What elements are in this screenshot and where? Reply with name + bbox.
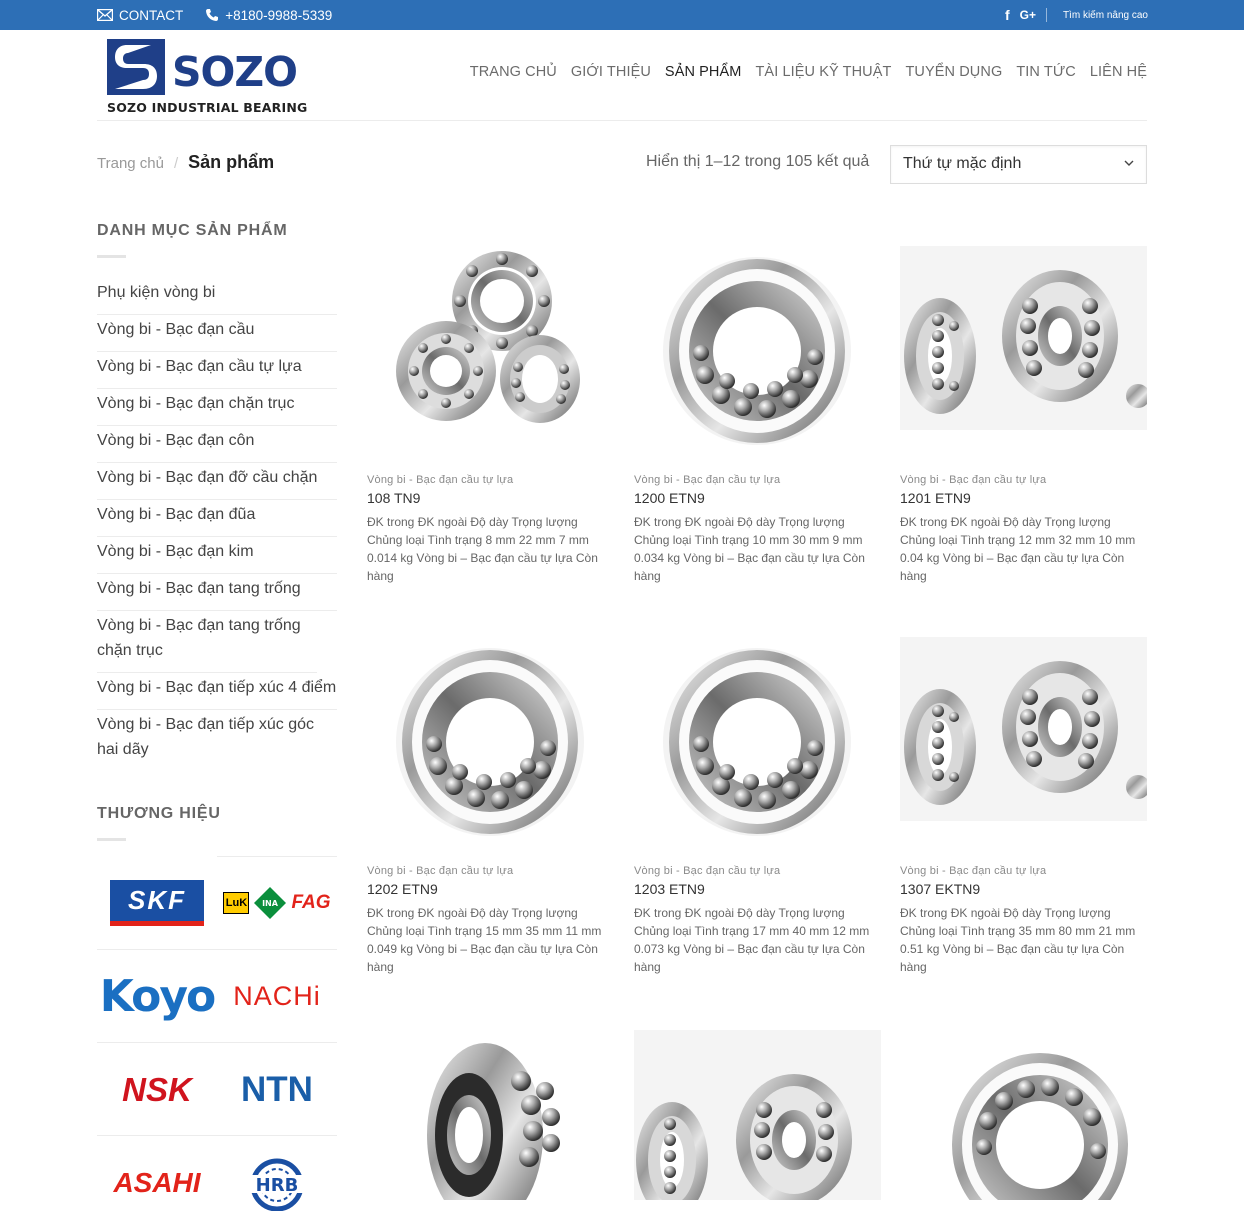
product-card[interactable] [367,1030,614,1200]
product-name[interactable]: 108 TN9 [367,490,421,506]
product-name[interactable]: 1202 ETN9 [367,881,438,897]
top-bar [0,0,1244,30]
category-item[interactable]: Vòng bi - Bạc đạn tiếp xúc góc hai dãy [97,716,315,758]
asahi-logo-text: ASAHI [113,1166,201,1198]
logo-wordmark: SOZO [172,48,297,96]
sozo-logo-mark [107,39,165,95]
product-name[interactable]: 1307 EKTN9 [900,881,981,897]
product-description: ĐK trong ĐK ngoài Độ dày Trọng lượng Chủng loại Tình trạng 10 mm 30 mm 9 mm 0.034 kg Vòng bi – Bạc đạn cầu tự lựa Còn hàng [634,515,865,583]
ina-logo [253,886,287,920]
brand-schaeffler[interactable] [217,856,337,949]
brand-skf[interactable] [97,856,217,949]
product-image[interactable] [367,1030,614,1200]
brand-asahi[interactable] [97,1136,217,1229]
category-item[interactable]: Vòng bi - Bạc đạn cầu tự lựa [97,352,337,389]
category-item[interactable]: Vòng bi - Bạc đạn tang trống chặn trục [97,611,317,673]
skf-logo-text: SKF [128,884,186,915]
site-logo[interactable] [106,38,308,116]
brand-hrb[interactable] [217,1136,337,1229]
product-name[interactable]: 1200 ETN9 [634,490,705,506]
brand-row [97,949,337,1042]
result-count: Hiển thị 1–12 trong 105 kết quả [646,153,870,170]
category-item[interactable]: Vòng bi - Bạc đạn đũa [97,500,337,537]
category-item[interactable]: Vòng bi - Bạc đạn chặn trục [97,389,337,426]
nav-about[interactable]: GIỚI THIỆU [570,64,651,80]
brands-title: THƯƠNG HIỆU [97,805,221,822]
category-list [97,278,337,771]
product-card[interactable] [900,1030,1147,1200]
contact-label: CONTACT [119,7,184,23]
category-item[interactable]: Vòng bi - Bạc đạn côn [97,426,337,463]
categories-title-underline [97,255,126,258]
nav-home[interactable]: TRANG CHỦ [469,64,557,80]
category-item[interactable]: Vòng bi - Bạc đạn kim [97,537,337,574]
koyo-logo-text: Koyo [99,971,215,1022]
product-image[interactable] [900,1030,1147,1200]
google-plus-icon[interactable]: G+ [1019,8,1036,22]
category-item[interactable]: Vòng bi - Bạc đạn tang trống [97,574,337,611]
contact-link[interactable] [97,8,183,23]
product-card[interactable] [634,1030,881,1200]
sort-selected-value: Thứ tự mặc định [903,155,1022,172]
ntn-logo-text: NTN [241,1069,313,1109]
nav-products[interactable]: SẢN PHẨM [664,64,742,80]
brand-grid [97,856,337,1228]
product-image[interactable] [900,246,1147,456]
brands-title-underline [97,838,126,841]
product-description: ĐK trong ĐK ngoài Độ dày Trọng lượng Chủng loại Tình trạng 12 mm 32 mm 10 mm 0.04 kg Vòng bi – Bạc đạn cầu tự lựa Còn hàng [900,515,1136,583]
site-header [97,30,1147,121]
product-description: ĐK trong ĐK ngoài Độ dày Trọng lượng Chủng loại Tình trạng 17 mm 40 mm 12 mm 0.073 kg Vòng bi – Bạc đạn cầu tự lựa Còn hàng [634,906,870,974]
nachi-logo-text: NACHi [233,981,321,1011]
category-item[interactable]: Vòng bi - Bạc đạn tiếp xúc 4 điểm [97,673,337,710]
categories-title: DANH MỤC SẢN PHẨM [97,222,288,239]
envelope-icon [97,9,113,21]
hrb-logo [242,1155,312,1211]
breadcrumb-separator: / [173,155,179,172]
breadcrumb [97,152,274,173]
nav-careers[interactable]: TUYỂN DỤNG [905,64,1003,80]
advanced-search-link[interactable]: Tìm kiếm nâng cao [1062,9,1148,21]
product-image[interactable] [634,246,881,456]
breadcrumb-current: Sản phẩm [188,152,275,172]
brand-row [97,856,337,949]
logo-tagline: SOZO INDUSTRIAL BEARING [107,100,308,115]
product-category[interactable]: Vòng bi - Bạc đạn cầu tự lựa [634,865,781,877]
brand-row [97,1135,337,1228]
brand-row [97,1042,337,1135]
phone-number: +8180-9988-5339 [225,7,333,23]
sort-select[interactable] [890,145,1147,184]
category-item[interactable]: Vòng bi - Bạc đạn đỡ cầu chặn [97,463,337,500]
nsk-logo-text: NSK [122,1070,192,1108]
nav-technical-docs[interactable]: TÀI LIỆU KỸ THUẬT [755,64,892,80]
product-name[interactable]: 1201 ETN9 [900,490,971,506]
product-description: ĐK trong ĐK ngoài Độ dày Trọng lượng Chủng loại Tình trạng 35 mm 80 mm 21 mm 0.51 kg Vòng bi – Bạc đạn cầu tự lựa Còn hàng [900,906,1136,974]
product-category[interactable]: Vòng bi - Bạc đạn cầu tự lựa [634,474,781,486]
product-category[interactable]: Vòng bi - Bạc đạn cầu tự lựa [900,474,1047,486]
luk-logo [223,892,249,914]
phone-link[interactable] [205,8,332,23]
product-image[interactable] [634,637,881,847]
luk-logo-text: LuK [225,896,248,909]
chevron-down-icon [1124,158,1134,168]
nav-contact[interactable]: LIÊN HỆ [1089,64,1147,80]
topbar-divider [1046,8,1047,22]
product-image[interactable] [900,637,1147,847]
brand-nsk[interactable] [97,1043,217,1136]
facebook-icon[interactable]: f [1004,7,1010,23]
product-category[interactable]: Vòng bi - Bạc đạn cầu tự lựa [367,865,514,877]
product-category[interactable]: Vòng bi - Bạc đạn cầu tự lựa [900,865,1047,877]
product-name[interactable]: 1203 ETN9 [634,881,705,897]
main-nav [470,64,1147,80]
product-image[interactable] [634,1030,881,1200]
breadcrumb-home[interactable]: Trang chủ [97,155,164,172]
brand-ntn[interactable] [217,1043,337,1136]
svg-text:HRB: HRB [255,1174,299,1196]
svg-text:INA: INA [262,898,279,908]
product-image[interactable] [367,637,614,847]
category-item[interactable]: Vòng bi - Bạc đạn cầu [97,315,337,352]
category-item[interactable]: Phụ kiện vòng bi [97,278,337,315]
product-category[interactable]: Vòng bi - Bạc đạn cầu tự lựa [367,474,514,486]
product-image[interactable] [367,246,614,456]
product-description: ĐK trong ĐK ngoài Độ dày Trọng lượng Chủng loại Tình trạng 15 mm 35 mm 11 mm 0.049 kg Vòng bi – Bạc đạn cầu tự lựa Còn hàng [367,906,602,974]
brand-koyo[interactable] [97,950,217,1043]
fag-logo-text: FAG [291,891,331,913]
nav-news[interactable]: TIN TỨC [1016,64,1076,80]
phone-icon [205,8,219,22]
product-description: ĐK trong ĐK ngoài Độ dày Trọng lượng Chủng loại Tình trạng 8 mm 22 mm 7 mm 0.014 kg Vòng bi – Bạc đạn cầu tự lựa Còn hàng [367,515,598,583]
brand-nachi[interactable] [217,950,337,1043]
